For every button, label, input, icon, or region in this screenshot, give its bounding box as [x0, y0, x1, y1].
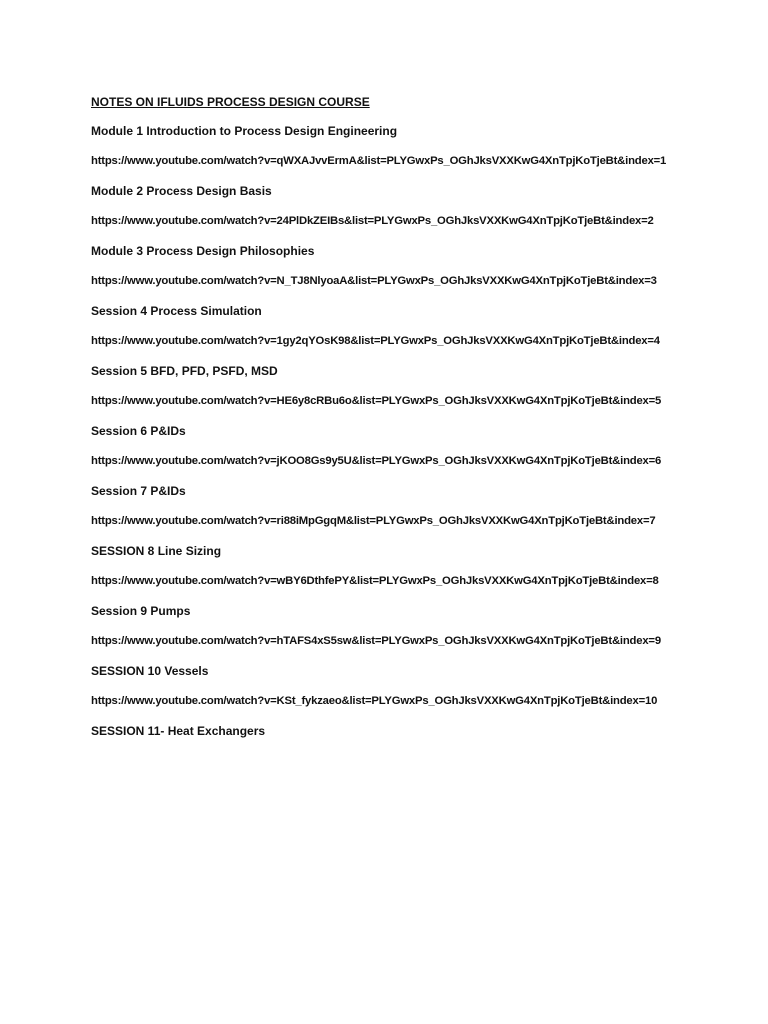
- session-7-link[interactable]: https://www.youtube.com/watch?v=ri88iMpGgqM&list=PLYGwxPs_OGhJksVXXKwG4XnTpjKoTjeBt&index=7: [91, 515, 656, 527]
- session-8-link[interactable]: https://www.youtube.com/watch?v=wBY6DthfePY&list=PLYGwxPs_OGhJksVXXKwG4XnTpjKoTjeBt&index=8: [91, 575, 659, 587]
- session-4-heading: Session 4 Process Simulation: [91, 304, 262, 318]
- document-page: [91, 94, 681, 752]
- session-5-link[interactable]: https://www.youtube.com/watch?v=HE6y8cRBu6o&list=PLYGwxPs_OGhJksVXXKwG4XnTpjKoTjeBt&index=5: [91, 395, 662, 407]
- session-6-heading: Session 6 P&IDs: [91, 424, 186, 438]
- module-3-heading: Module 3 Process Design Philosophies: [91, 244, 315, 258]
- module-3-link[interactable]: https://www.youtube.com/watch?v=N_TJ8NlyoaA&list=PLYGwxPs_OGhJksVXXKwG4XnTpjKoTjeBt&index=3: [91, 275, 657, 287]
- module-1-heading: Module 1 Introduction to Process Design Engineering: [91, 124, 398, 138]
- session-6-link[interactable]: https://www.youtube.com/watch?v=jKOO8Gs9y5U&list=PLYGwxPs_OGhJksVXXKwG4XnTpjKoTjeBt&index=6: [91, 455, 662, 467]
- module-2-link[interactable]: https://www.youtube.com/watch?v=24PlDkZEIBs&list=PLYGwxPs_OGhJksVXXKwG4XnTpjKoTjeBt&index=2: [91, 215, 654, 227]
- module-1-link[interactable]: https://www.youtube.com/watch?v=qWXAJvvErmA&list=PLYGwxPs_OGhJksVXXKwG4XnTpjKoTjeBt&index=1: [91, 155, 667, 167]
- document-title: NOTES ON IFLUIDS PROCESS DESIGN COURSE: [91, 95, 370, 109]
- session-10-heading: SESSION 10 Vessels: [91, 664, 209, 678]
- session-7-heading: Session 7 P&IDs: [91, 484, 186, 498]
- session-5-heading: Session 5 BFD, PFD, PSFD, MSD: [91, 364, 278, 378]
- session-8-heading: SESSION 8 Line Sizing: [91, 544, 222, 558]
- session-9-link[interactable]: https://www.youtube.com/watch?v=hTAFS4xS5sw&list=PLYGwxPs_OGhJksVXXKwG4XnTpjKoTjeBt&index=9: [91, 635, 661, 647]
- session-11-heading: SESSION 11- Heat Exchangers: [91, 724, 266, 738]
- session-9-heading: Session 9 Pumps: [91, 604, 191, 618]
- session-10-link[interactable]: https://www.youtube.com/watch?v=KSt_fykzaeo&list=PLYGwxPs_OGhJksVXXKwG4XnTpjKoTjeBt&index=10: [91, 695, 658, 707]
- module-2-heading: Module 2 Process Design Basis: [91, 184, 272, 198]
- session-4-link[interactable]: https://www.youtube.com/watch?v=1gy2qYOsK98&list=PLYGwxPs_OGhJksVXXKwG4XnTpjKoTjeBt&index=4: [91, 335, 660, 347]
